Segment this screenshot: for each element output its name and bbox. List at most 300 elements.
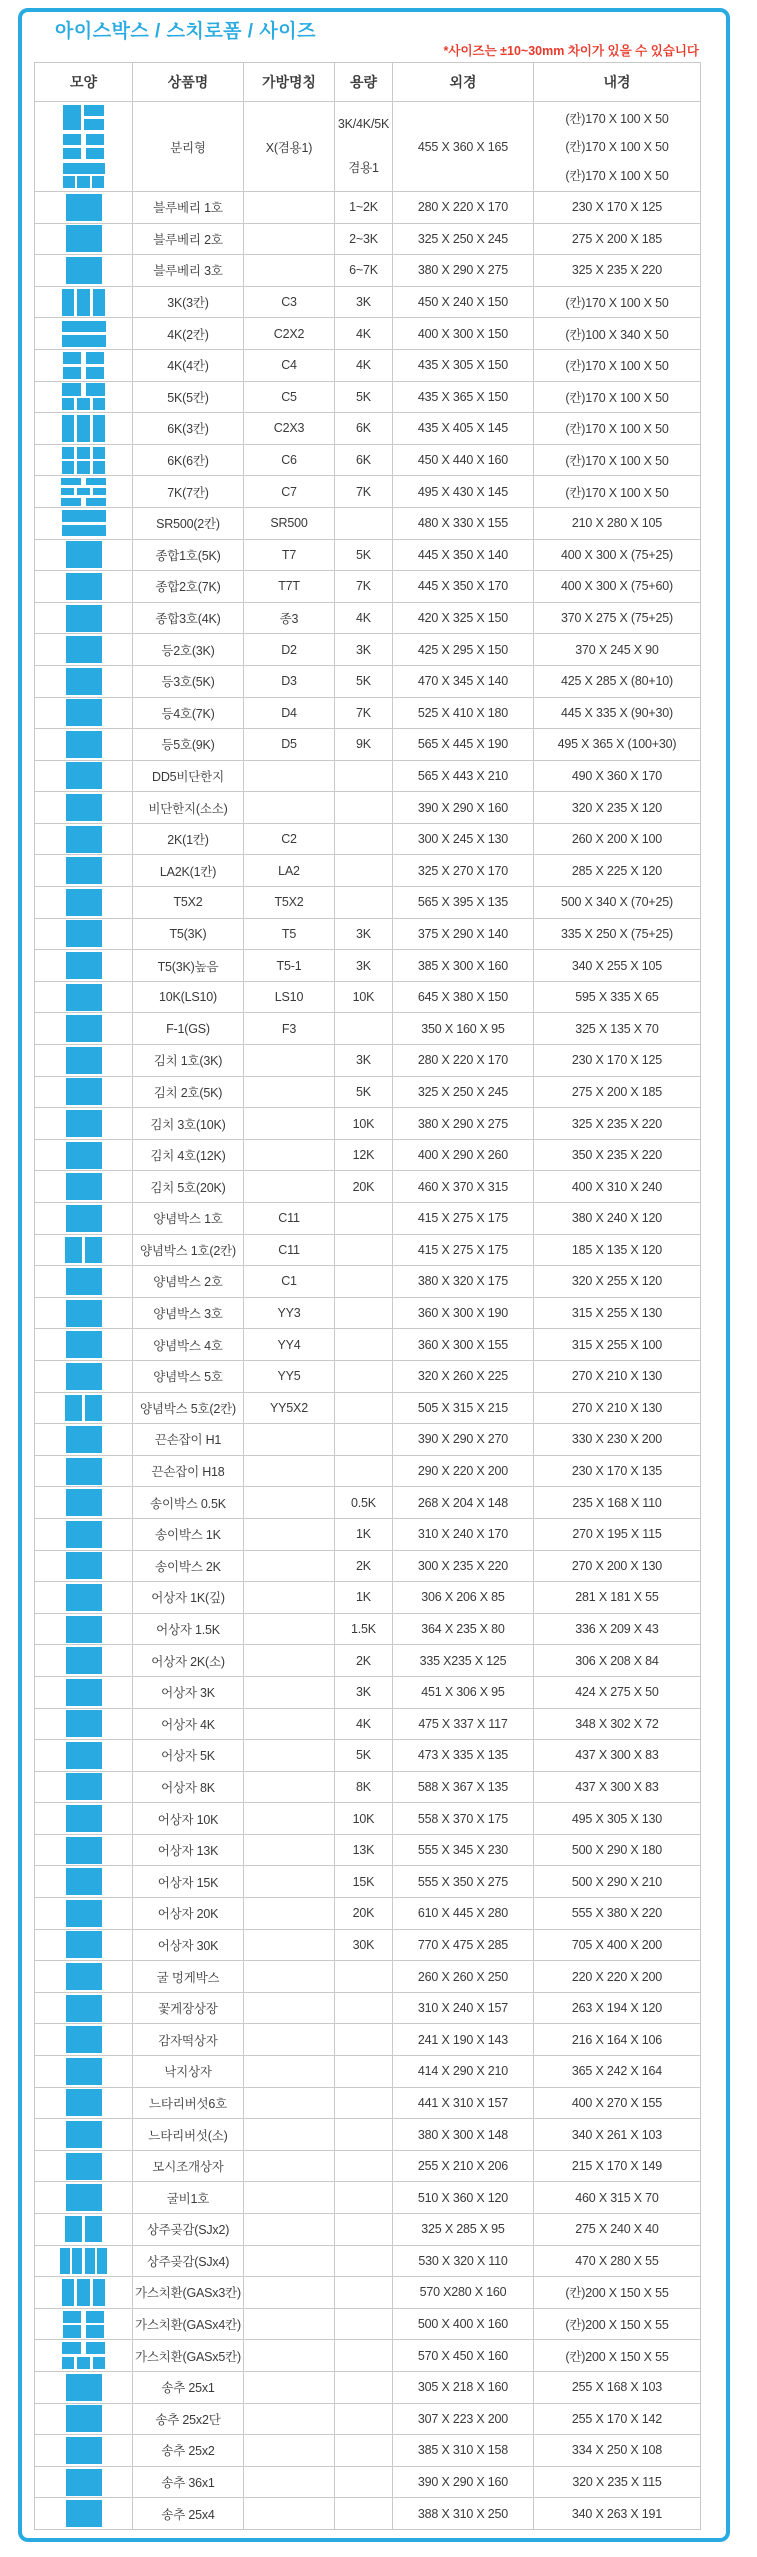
inner-size-cell: (칸)170 X 100 X 50 bbox=[534, 413, 701, 445]
compartment-layout-icon bbox=[66, 2500, 102, 2527]
product-name-cell: 김치 2호(5K) bbox=[133, 1076, 244, 1108]
product-name-cell: SR500(2칸) bbox=[133, 507, 244, 539]
inner-size-cell: 275 X 200 X 185 bbox=[534, 223, 701, 255]
product-name-cell: 10K(LS10) bbox=[133, 981, 244, 1013]
product-name-cell: 양념박스 1호(2칸) bbox=[133, 1234, 244, 1266]
outer-size-cell: 510 X 360 X 120 bbox=[393, 2182, 534, 2214]
shape-cell bbox=[35, 2119, 133, 2151]
outer-size-cell: 310 X 240 X 170 bbox=[393, 1518, 534, 1550]
inner-size-cell: 370 X 275 X (75+25) bbox=[534, 602, 701, 634]
inner-size-cell: (칸)170 X 100 X 50 (칸)170 X 100 X 50 (칸)170 X 100 X 50 bbox=[534, 102, 701, 192]
compartment-layout-icon bbox=[66, 1584, 102, 1611]
capacity-cell: 3K bbox=[335, 286, 393, 318]
shape-cell bbox=[35, 1487, 133, 1519]
capacity-cell bbox=[335, 2245, 393, 2277]
bag-name-cell: T7T bbox=[244, 571, 335, 603]
outer-size-cell: 473 X 335 X 135 bbox=[393, 1740, 534, 1772]
compartment-layout-icon bbox=[66, 1331, 102, 1358]
compartment-layout-icon bbox=[66, 668, 102, 695]
capacity-cell: 1K bbox=[335, 1582, 393, 1614]
compartment-layout-icon bbox=[60, 2248, 108, 2274]
compartment-layout-icon bbox=[66, 1205, 102, 1232]
bag-name-cell bbox=[244, 2056, 335, 2088]
outer-size-cell: 455 X 360 X 165 bbox=[393, 102, 534, 192]
table-row bbox=[35, 1171, 701, 1203]
bag-name-cell bbox=[244, 2119, 335, 2151]
product-name-cell: 6K(6칸) bbox=[133, 444, 244, 476]
bag-name-cell bbox=[244, 1582, 335, 1614]
outer-size-cell: 325 X 270 X 170 bbox=[393, 855, 534, 887]
outer-size-cell: 390 X 290 X 160 bbox=[393, 2466, 534, 2498]
compartment-layout-icon bbox=[66, 1552, 102, 1579]
product-name-cell: 양념박스 1호 bbox=[133, 1203, 244, 1235]
shape-cell bbox=[35, 1518, 133, 1550]
capacity-cell bbox=[335, 2435, 393, 2467]
compartment-layout-icon bbox=[66, 2469, 102, 2496]
shape-cell bbox=[35, 2371, 133, 2403]
product-name-cell: 꽃게장상장 bbox=[133, 1992, 244, 2024]
outer-size-cell: 310 X 240 X 157 bbox=[393, 1992, 534, 2024]
table-row bbox=[35, 476, 701, 508]
table-row bbox=[35, 665, 701, 697]
product-name-cell: 송추 36x1 bbox=[133, 2466, 244, 2498]
table-row bbox=[35, 2245, 701, 2277]
outer-size-cell: 414 X 290 X 210 bbox=[393, 2056, 534, 2088]
table-row bbox=[35, 2024, 701, 2056]
shape-cell bbox=[35, 1076, 133, 1108]
table-row bbox=[35, 918, 701, 950]
compartment-layout-icon bbox=[62, 2342, 106, 2369]
compartment-layout-icon bbox=[66, 1995, 102, 2022]
table-row bbox=[35, 1582, 701, 1614]
bag-name-cell: YY3 bbox=[244, 1297, 335, 1329]
bag-name-cell: C11 bbox=[244, 1234, 335, 1266]
product-name-cell: T5(3K)높음 bbox=[133, 950, 244, 982]
outer-size-cell: 470 X 345 X 140 bbox=[393, 665, 534, 697]
table-row bbox=[35, 981, 701, 1013]
table-row bbox=[35, 1740, 701, 1772]
table-row bbox=[35, 855, 701, 887]
outer-size-cell: 380 X 300 X 148 bbox=[393, 2119, 534, 2151]
outer-size-cell: 375 X 290 X 140 bbox=[393, 918, 534, 950]
capacity-cell: 15K bbox=[335, 1866, 393, 1898]
product-name-cell: LA2K(1칸) bbox=[133, 855, 244, 887]
product-name-cell: 종합1호(5K) bbox=[133, 539, 244, 571]
table-row bbox=[35, 192, 701, 224]
table-row bbox=[35, 2119, 701, 2151]
capacity-cell bbox=[335, 2466, 393, 2498]
capacity-cell: 10K bbox=[335, 1803, 393, 1835]
inner-size-cell: 285 X 225 X 120 bbox=[534, 855, 701, 887]
compartment-layout-icon bbox=[66, 1521, 102, 1548]
product-name-cell: T5(3K) bbox=[133, 918, 244, 950]
product-name-cell: 김치 3호(10K) bbox=[133, 1108, 244, 1140]
table-row bbox=[35, 760, 701, 792]
shape-cell bbox=[35, 318, 133, 350]
inner-size-cell: 336 X 209 X 43 bbox=[534, 1613, 701, 1645]
inner-size-cell: 400 X 300 X (75+60) bbox=[534, 571, 701, 603]
capacity-cell: 9K bbox=[335, 729, 393, 761]
compartment-layout-icon bbox=[66, 1458, 102, 1485]
inner-size-cell: (칸)100 X 340 X 50 bbox=[534, 318, 701, 350]
inner-size-cell: 216 X 164 X 106 bbox=[534, 2024, 701, 2056]
compartment-layout-icon bbox=[66, 573, 102, 600]
capacity-cell bbox=[335, 1297, 393, 1329]
compartment-layout-icon bbox=[66, 1363, 102, 1390]
product-name-cell: 등2호(3K) bbox=[133, 634, 244, 666]
inner-size-cell: 330 X 230 X 200 bbox=[534, 1424, 701, 1456]
outer-size-cell: 260 X 260 X 250 bbox=[393, 1961, 534, 1993]
inner-size-cell: 275 X 240 X 40 bbox=[534, 2214, 701, 2246]
capacity-cell bbox=[335, 1360, 393, 1392]
outer-size-cell: 645 X 380 X 150 bbox=[393, 981, 534, 1013]
product-name-cell: 종합3호(4K) bbox=[133, 602, 244, 634]
outer-size-cell: 388 X 310 X 250 bbox=[393, 2498, 534, 2530]
compartment-layout-icon bbox=[66, 636, 102, 663]
inner-size-cell: 470 X 280 X 55 bbox=[534, 2245, 701, 2277]
outer-size-cell: 525 X 410 X 180 bbox=[393, 697, 534, 729]
bag-name-cell: T7 bbox=[244, 539, 335, 571]
product-name-cell: 어상자 15K bbox=[133, 1866, 244, 1898]
capacity-cell bbox=[335, 2182, 393, 2214]
product-name-cell: 블루베리 2호 bbox=[133, 223, 244, 255]
shape-cell bbox=[35, 2087, 133, 2119]
capacity-cell: 5K bbox=[335, 665, 393, 697]
compartment-layout-icon bbox=[66, 541, 102, 568]
shape-cell bbox=[35, 444, 133, 476]
inner-size-cell: 495 X 305 X 130 bbox=[534, 1803, 701, 1835]
product-name-cell: 어상자 1.5K bbox=[133, 1613, 244, 1645]
capacity-cell: 2K bbox=[335, 1550, 393, 1582]
product-name-cell: 상주곶감(SJx4) bbox=[133, 2245, 244, 2277]
inner-size-cell: 400 X 300 X (75+25) bbox=[534, 539, 701, 571]
capacity-cell bbox=[335, 2087, 393, 2119]
capacity-cell: 6~7K bbox=[335, 255, 393, 287]
capacity-cell bbox=[335, 2277, 393, 2309]
shape-cell bbox=[35, 1929, 133, 1961]
product-name-cell: 굴 멍게박스 bbox=[133, 1961, 244, 1993]
shape-cell bbox=[35, 2150, 133, 2182]
capacity-cell: 1.5K bbox=[335, 1613, 393, 1645]
capacity-cell: 7K bbox=[335, 571, 393, 603]
table-row bbox=[35, 349, 701, 381]
bag-name-cell bbox=[244, 2403, 335, 2435]
shape-cell bbox=[35, 1139, 133, 1171]
inner-size-cell: 340 X 263 X 191 bbox=[534, 2498, 701, 2530]
inner-size-cell: 400 X 310 X 240 bbox=[534, 1171, 701, 1203]
bag-name-cell bbox=[244, 1171, 335, 1203]
product-name-cell: 양념박스 4호 bbox=[133, 1329, 244, 1361]
bag-name-cell: F3 bbox=[244, 1013, 335, 1045]
product-name-cell: 7K(7칸) bbox=[133, 476, 244, 508]
bag-name-cell bbox=[244, 792, 335, 824]
bag-name-cell bbox=[244, 2308, 335, 2340]
bag-name-cell: C4 bbox=[244, 349, 335, 381]
product-name-cell: 가스치환(GASx3칸) bbox=[133, 2277, 244, 2309]
inner-size-cell: 400 X 270 X 155 bbox=[534, 2087, 701, 2119]
shape-cell bbox=[35, 1108, 133, 1140]
shape-cell bbox=[35, 1898, 133, 1930]
outer-size-cell: 280 X 220 X 170 bbox=[393, 1045, 534, 1077]
compartment-layout-icon bbox=[66, 1616, 102, 1643]
capacity-cell: 7K bbox=[335, 697, 393, 729]
table-row bbox=[35, 2150, 701, 2182]
compartment-layout-icon bbox=[66, 1268, 102, 1295]
bag-name-cell: T5X2 bbox=[244, 887, 335, 919]
bag-name-cell bbox=[244, 1550, 335, 1582]
inner-size-cell: 424 X 275 X 50 bbox=[534, 1676, 701, 1708]
inner-size-cell: 270 X 210 X 130 bbox=[534, 1360, 701, 1392]
outer-size-cell: 425 X 295 X 150 bbox=[393, 634, 534, 666]
bag-name-cell bbox=[244, 1045, 335, 1077]
product-name-cell: 송추 25x2 bbox=[133, 2435, 244, 2467]
capacity-cell bbox=[335, 1266, 393, 1298]
capacity-cell: 5K bbox=[335, 539, 393, 571]
compartment-layout-icon bbox=[62, 415, 106, 442]
table-row bbox=[35, 1866, 701, 1898]
table-row bbox=[35, 2340, 701, 2372]
product-name-cell: 양념박스 5호 bbox=[133, 1360, 244, 1392]
compartment-layout-icon bbox=[66, 2374, 102, 2401]
table-row bbox=[35, 318, 701, 350]
bag-name-cell bbox=[244, 1076, 335, 1108]
bag-name-cell: YY5 bbox=[244, 1360, 335, 1392]
shape-cell bbox=[35, 697, 133, 729]
table-row bbox=[35, 1076, 701, 1108]
bag-name-cell: LS10 bbox=[244, 981, 335, 1013]
capacity-cell: 6K bbox=[335, 413, 393, 445]
compartment-layout-icon bbox=[66, 857, 102, 884]
outer-size-cell: 530 X 320 X 110 bbox=[393, 2245, 534, 2277]
capacity-cell: 3K/4K/5K 겸용1 bbox=[335, 102, 393, 192]
product-name-cell: 김치 5호(20K) bbox=[133, 1171, 244, 1203]
inner-size-cell: 306 X 208 X 84 bbox=[534, 1645, 701, 1677]
bag-name-cell bbox=[244, 1645, 335, 1677]
shape-cell bbox=[35, 2277, 133, 2309]
bag-name-cell: SR500 bbox=[244, 507, 335, 539]
outer-size-cell: 570 X280 X 160 bbox=[393, 2277, 534, 2309]
product-name-cell: 양념박스 2호 bbox=[133, 1266, 244, 1298]
capacity-cell: 30K bbox=[335, 1929, 393, 1961]
outer-size-cell: 325 X 285 X 95 bbox=[393, 2214, 534, 2246]
capacity-cell bbox=[335, 792, 393, 824]
product-name-cell: 어상자 3K bbox=[133, 1676, 244, 1708]
outer-size-cell: 555 X 350 X 275 bbox=[393, 1866, 534, 1898]
bag-name-cell bbox=[244, 2277, 335, 2309]
column-header-shape: 모양 bbox=[35, 63, 133, 102]
table-row bbox=[35, 1834, 701, 1866]
header-row bbox=[35, 63, 701, 102]
bag-name-cell: C11 bbox=[244, 1203, 335, 1235]
inner-size-cell: 490 X 360 X 170 bbox=[534, 760, 701, 792]
product-name-cell: 끈손잡이 H1 bbox=[133, 1424, 244, 1456]
shape-cell bbox=[35, 1740, 133, 1772]
table-row bbox=[35, 1803, 701, 1835]
table-row bbox=[35, 1961, 701, 1993]
inner-size-cell: 255 X 170 X 142 bbox=[534, 2403, 701, 2435]
bag-name-cell bbox=[244, 760, 335, 792]
inner-size-cell: 365 X 242 X 164 bbox=[534, 2056, 701, 2088]
capacity-cell: 8K bbox=[335, 1771, 393, 1803]
shape-cell bbox=[35, 1234, 133, 1266]
bag-name-cell bbox=[244, 223, 335, 255]
product-name-cell: 어상자 8K bbox=[133, 1771, 244, 1803]
outer-size-cell: 290 X 220 X 200 bbox=[393, 1455, 534, 1487]
product-name-cell: 어상자 30K bbox=[133, 1929, 244, 1961]
table-row bbox=[35, 539, 701, 571]
outer-size-cell: 558 X 370 X 175 bbox=[393, 1803, 534, 1835]
compartment-layout-icon bbox=[66, 1805, 102, 1832]
inner-size-cell: 334 X 250 X 108 bbox=[534, 2435, 701, 2467]
bag-name-cell bbox=[244, 1613, 335, 1645]
inner-size-cell: 380 X 240 X 120 bbox=[534, 1203, 701, 1235]
outer-size-cell: 445 X 350 X 140 bbox=[393, 539, 534, 571]
product-name-cell: 송이박스 1K bbox=[133, 1518, 244, 1550]
shape-cell bbox=[35, 1676, 133, 1708]
bag-name-cell: YY5X2 bbox=[244, 1392, 335, 1424]
product-name-cell: 송이박스 2K bbox=[133, 1550, 244, 1582]
product-name-cell: 굴비1호 bbox=[133, 2182, 244, 2214]
product-name-cell: 6K(3칸) bbox=[133, 413, 244, 445]
inner-size-cell: 263 X 194 X 120 bbox=[534, 1992, 701, 2024]
table-row bbox=[35, 1108, 701, 1140]
compartment-layout-icon bbox=[66, 2058, 102, 2085]
size-table-body bbox=[35, 102, 701, 2530]
outer-size-cell: 280 X 220 X 170 bbox=[393, 192, 534, 224]
inner-size-cell: 350 X 235 X 220 bbox=[534, 1139, 701, 1171]
capacity-cell bbox=[335, 1961, 393, 1993]
compartment-layout-icon bbox=[66, 794, 102, 821]
inner-size-cell: 437 X 300 X 83 bbox=[534, 1740, 701, 1772]
bag-name-cell bbox=[244, 2371, 335, 2403]
bag-name-cell bbox=[244, 1803, 335, 1835]
inner-size-cell: 320 X 255 X 120 bbox=[534, 1266, 701, 1298]
inner-size-cell: 495 X 365 X (100+30) bbox=[534, 729, 701, 761]
shape-cell bbox=[35, 1866, 133, 1898]
capacity-cell: 5K bbox=[335, 381, 393, 413]
shape-cell bbox=[35, 1992, 133, 2024]
outer-size-cell: 307 X 223 X 200 bbox=[393, 2403, 534, 2435]
table-row bbox=[35, 602, 701, 634]
shape-cell bbox=[35, 102, 133, 192]
capacity-cell: 7K bbox=[335, 476, 393, 508]
inner-size-cell: (칸)170 X 100 X 50 bbox=[534, 286, 701, 318]
capacity-cell bbox=[335, 1234, 393, 1266]
compartment-layout-icon bbox=[61, 478, 107, 506]
table-row bbox=[35, 1929, 701, 1961]
outer-size-cell: 451 X 306 X 95 bbox=[393, 1676, 534, 1708]
shape-cell bbox=[35, 539, 133, 571]
bag-name-cell bbox=[244, 1424, 335, 1456]
compartment-layout-icon bbox=[66, 225, 102, 252]
compartment-layout-icon bbox=[62, 2279, 106, 2306]
outer-size-cell: 335 X235 X 125 bbox=[393, 1645, 534, 1677]
compartment-layout-icon bbox=[66, 1142, 102, 1169]
shape-cell bbox=[35, 1203, 133, 1235]
shape-cell bbox=[35, 1708, 133, 1740]
capacity-cell bbox=[335, 1455, 393, 1487]
table-row bbox=[35, 950, 701, 982]
shape-cell bbox=[35, 2214, 133, 2246]
outer-size-cell: 255 X 210 X 206 bbox=[393, 2150, 534, 2182]
shape-cell bbox=[35, 507, 133, 539]
outer-size-cell: 445 X 350 X 170 bbox=[393, 571, 534, 603]
compartment-layout-icon bbox=[66, 1900, 102, 1927]
product-name-cell: 어상자 13K bbox=[133, 1834, 244, 1866]
inner-size-cell: 370 X 245 X 90 bbox=[534, 634, 701, 666]
outer-size-cell: 320 X 260 X 225 bbox=[393, 1360, 534, 1392]
inner-size-cell: 185 X 135 X 120 bbox=[534, 1234, 701, 1266]
compartment-layout-icon bbox=[66, 889, 102, 916]
compartment-layout-icon bbox=[66, 2437, 102, 2464]
table-row bbox=[35, 1676, 701, 1708]
product-name-cell: 어상자 20K bbox=[133, 1898, 244, 1930]
compartment-layout-icon bbox=[66, 1742, 102, 1769]
product-name-cell: 송이박스 0.5K bbox=[133, 1487, 244, 1519]
product-name-cell: 양념박스 3호 bbox=[133, 1297, 244, 1329]
bag-name-cell: C6 bbox=[244, 444, 335, 476]
shape-cell bbox=[35, 2403, 133, 2435]
inner-size-cell: 500 X 340 X (70+25) bbox=[534, 887, 701, 919]
table-row bbox=[35, 507, 701, 539]
compartment-layout-icon bbox=[62, 289, 106, 316]
outer-size-cell: 435 X 305 X 150 bbox=[393, 349, 534, 381]
table-row bbox=[35, 887, 701, 919]
bag-name-cell bbox=[244, 1866, 335, 1898]
outer-size-cell: 435 X 405 X 145 bbox=[393, 413, 534, 445]
product-name-cell: 분리형 bbox=[133, 102, 244, 192]
capacity-cell: 20K bbox=[335, 1898, 393, 1930]
capacity-cell: 5K bbox=[335, 1076, 393, 1108]
product-name-cell: 낙지상자 bbox=[133, 2056, 244, 2088]
bag-name-cell bbox=[244, 1992, 335, 2024]
shape-cell bbox=[35, 760, 133, 792]
bag-name-cell bbox=[244, 192, 335, 224]
product-name-cell: DD5비단한지 bbox=[133, 760, 244, 792]
table-row bbox=[35, 2371, 701, 2403]
bag-name-cell: C3 bbox=[244, 286, 335, 318]
capacity-cell: 4K bbox=[335, 1708, 393, 1740]
shape-cell bbox=[35, 1013, 133, 1045]
inner-size-cell: (칸)200 X 150 X 55 bbox=[534, 2277, 701, 2309]
table-row bbox=[35, 1992, 701, 2024]
outer-size-cell: 268 X 204 X 148 bbox=[393, 1487, 534, 1519]
table-row bbox=[35, 2498, 701, 2530]
product-name-cell: 블루베리 1호 bbox=[133, 192, 244, 224]
shape-cell bbox=[35, 223, 133, 255]
inner-size-cell: 325 X 235 X 220 bbox=[534, 1108, 701, 1140]
inner-size-cell: 220 X 220 X 200 bbox=[534, 1961, 701, 1993]
product-name-cell: 끈손잡이 H18 bbox=[133, 1455, 244, 1487]
shape-cell bbox=[35, 2340, 133, 2372]
table-row bbox=[35, 1297, 701, 1329]
table-row bbox=[35, 2056, 701, 2088]
compartment-layout-icon bbox=[65, 2216, 103, 2242]
compartment-layout-icon bbox=[66, 1489, 102, 1516]
product-name-cell: 모시조개상자 bbox=[133, 2150, 244, 2182]
capacity-cell bbox=[335, 2119, 393, 2151]
outer-size-cell: 385 X 300 X 160 bbox=[393, 950, 534, 982]
bag-name-cell bbox=[244, 2214, 335, 2246]
bag-name-cell bbox=[244, 1518, 335, 1550]
shape-cell bbox=[35, 1360, 133, 1392]
outer-size-cell: 385 X 310 X 158 bbox=[393, 2435, 534, 2467]
product-name-cell: F-1(GS) bbox=[133, 1013, 244, 1045]
bag-name-cell bbox=[244, 2498, 335, 2530]
capacity-cell: 10K bbox=[335, 981, 393, 1013]
compartment-layout-icon bbox=[62, 510, 106, 536]
shape-cell bbox=[35, 2466, 133, 2498]
